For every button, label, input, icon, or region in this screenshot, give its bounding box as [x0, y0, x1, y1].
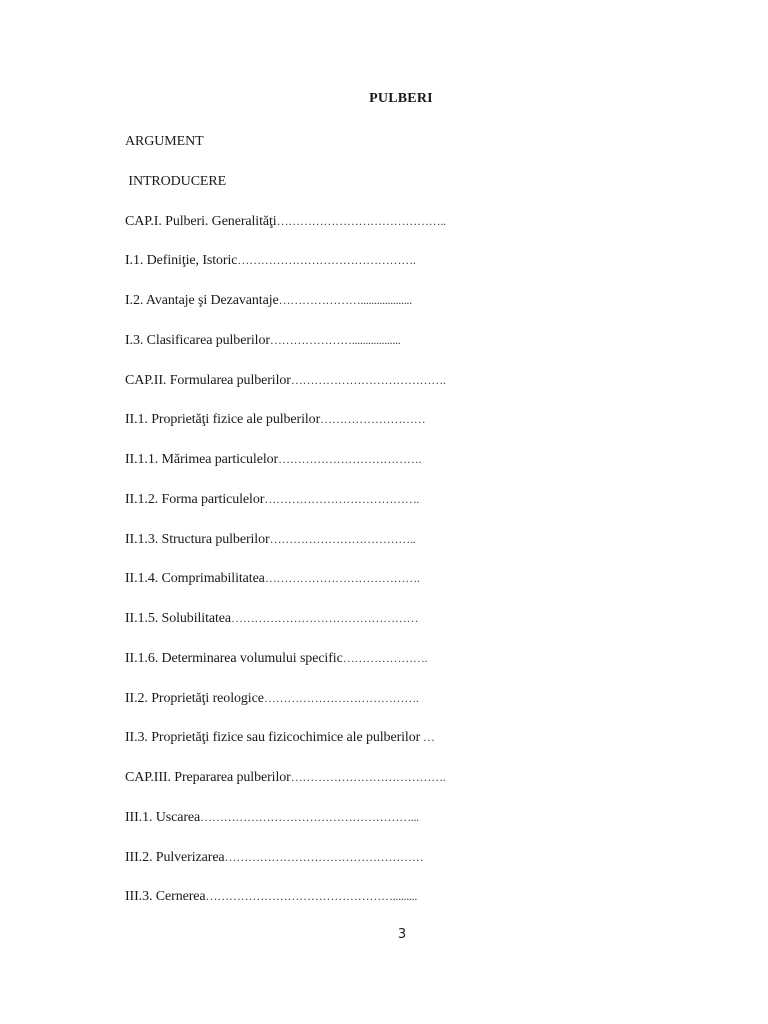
- toc-entry: [125, 887, 685, 927]
- toc-entry-leader: …: [420, 730, 435, 745]
- toc-entry-leader: ………………………………….: [290, 372, 446, 387]
- toc-entry-leader: ……………………………….: [278, 452, 422, 466]
- toc-entry-leader: …………………...................: [278, 293, 412, 307]
- toc-entry-leader: ………………………………….: [290, 770, 446, 784]
- toc-entry: [125, 689, 685, 729]
- toc-entry-label: I.1. Definiţie, Istoric: [125, 253, 238, 269]
- toc-entry: [125, 490, 685, 530]
- toc-entry-label: CAP.II. Formularea pulberilor: [125, 372, 291, 388]
- toc-entry-label: I.3. Clasificarea pulberilor: [125, 332, 270, 348]
- toc-entry-leader: ……………………………………….: [237, 253, 416, 268]
- toc-entry-label: II.1.2. Forma particulelor: [125, 491, 265, 507]
- toc-entry-leader: ………………………………….: [263, 690, 419, 705]
- toc-entry-label: II.1.5. Solubilitatea: [125, 611, 231, 626]
- toc-entry-leader: ………………………: [320, 412, 426, 427]
- toc-entry: [125, 410, 685, 450]
- toc-entry-leader: ………………………………….: [264, 491, 420, 506]
- toc-entry: [125, 609, 685, 649]
- toc-entry-label: CAP.I. Pulberi. Generalităţi: [125, 213, 277, 229]
- toc-entry: [125, 530, 685, 570]
- toc-entry-label: CAP.III. Prepararea pulberilor: [125, 770, 291, 785]
- toc-entry: [125, 768, 685, 808]
- toc-entry: [125, 848, 685, 888]
- page-number: 3: [397, 927, 407, 942]
- toc-entry-leader: …………………..................: [269, 332, 401, 347]
- toc-entry-label: II.1.4. Comprimabilitatea: [125, 571, 265, 587]
- toc-entry: [125, 371, 685, 411]
- toc-entry-label: II.1.6. Determinarea volumului specific: [125, 650, 343, 666]
- toc-entry: [125, 251, 685, 291]
- toc-entry: [125, 291, 685, 331]
- toc-entry: [125, 331, 685, 371]
- toc-entry-leader: …………………………………………: [231, 611, 419, 625]
- toc-entry-label: II.3. Proprietăţi fizice sau fizicochimice ale pulberilor: [125, 730, 421, 746]
- toc-entry-leader: ………………….: [342, 650, 428, 665]
- document-title: PULBERI: [369, 91, 433, 106]
- toc-entry-label: III.1. Uscarea: [125, 809, 201, 825]
- toc-entry-label: III.3. Cernerea: [125, 889, 206, 905]
- toc-entry-leader: ……………………………………………: [224, 849, 424, 864]
- toc-entry-label: ARGUMENT: [125, 134, 204, 149]
- toc-entry-label: II.1.1. Mărimea particulelor: [125, 452, 279, 467]
- toc-entry-label: III.2. Pulverizarea: [125, 849, 225, 865]
- toc-entry: [125, 808, 685, 848]
- toc-entry-label: II.1.3. Structura pulberilor: [125, 531, 270, 547]
- toc-entry: [125, 212, 685, 252]
- table-of-contents: [125, 132, 685, 927]
- toc-entry: [125, 172, 685, 212]
- toc-entry-leader: ………………………………….: [264, 571, 420, 586]
- toc-entry: [125, 649, 685, 689]
- toc-entry: [125, 728, 685, 768]
- toc-entry-leader: ………………………………..: [269, 531, 416, 546]
- toc-entry-label: II.1. Proprietăţi fizice ale pulberilor: [125, 412, 321, 428]
- toc-entry-leader: ………………………………………….........: [205, 889, 418, 904]
- toc-entry-label: INTRODUCERE: [125, 173, 227, 189]
- toc-entry: [125, 132, 685, 172]
- toc-entry-leader: ………………………………………………...: [200, 809, 419, 824]
- toc-entry-label: II.2. Proprietăţi reologice: [125, 690, 264, 706]
- toc-entry: [125, 450, 685, 490]
- toc-entry: [125, 569, 685, 609]
- toc-entry-leader: ……………………………………..: [276, 213, 446, 228]
- toc-entry-label: I.2. Avantaje şi Dezavantaje: [125, 293, 279, 308]
